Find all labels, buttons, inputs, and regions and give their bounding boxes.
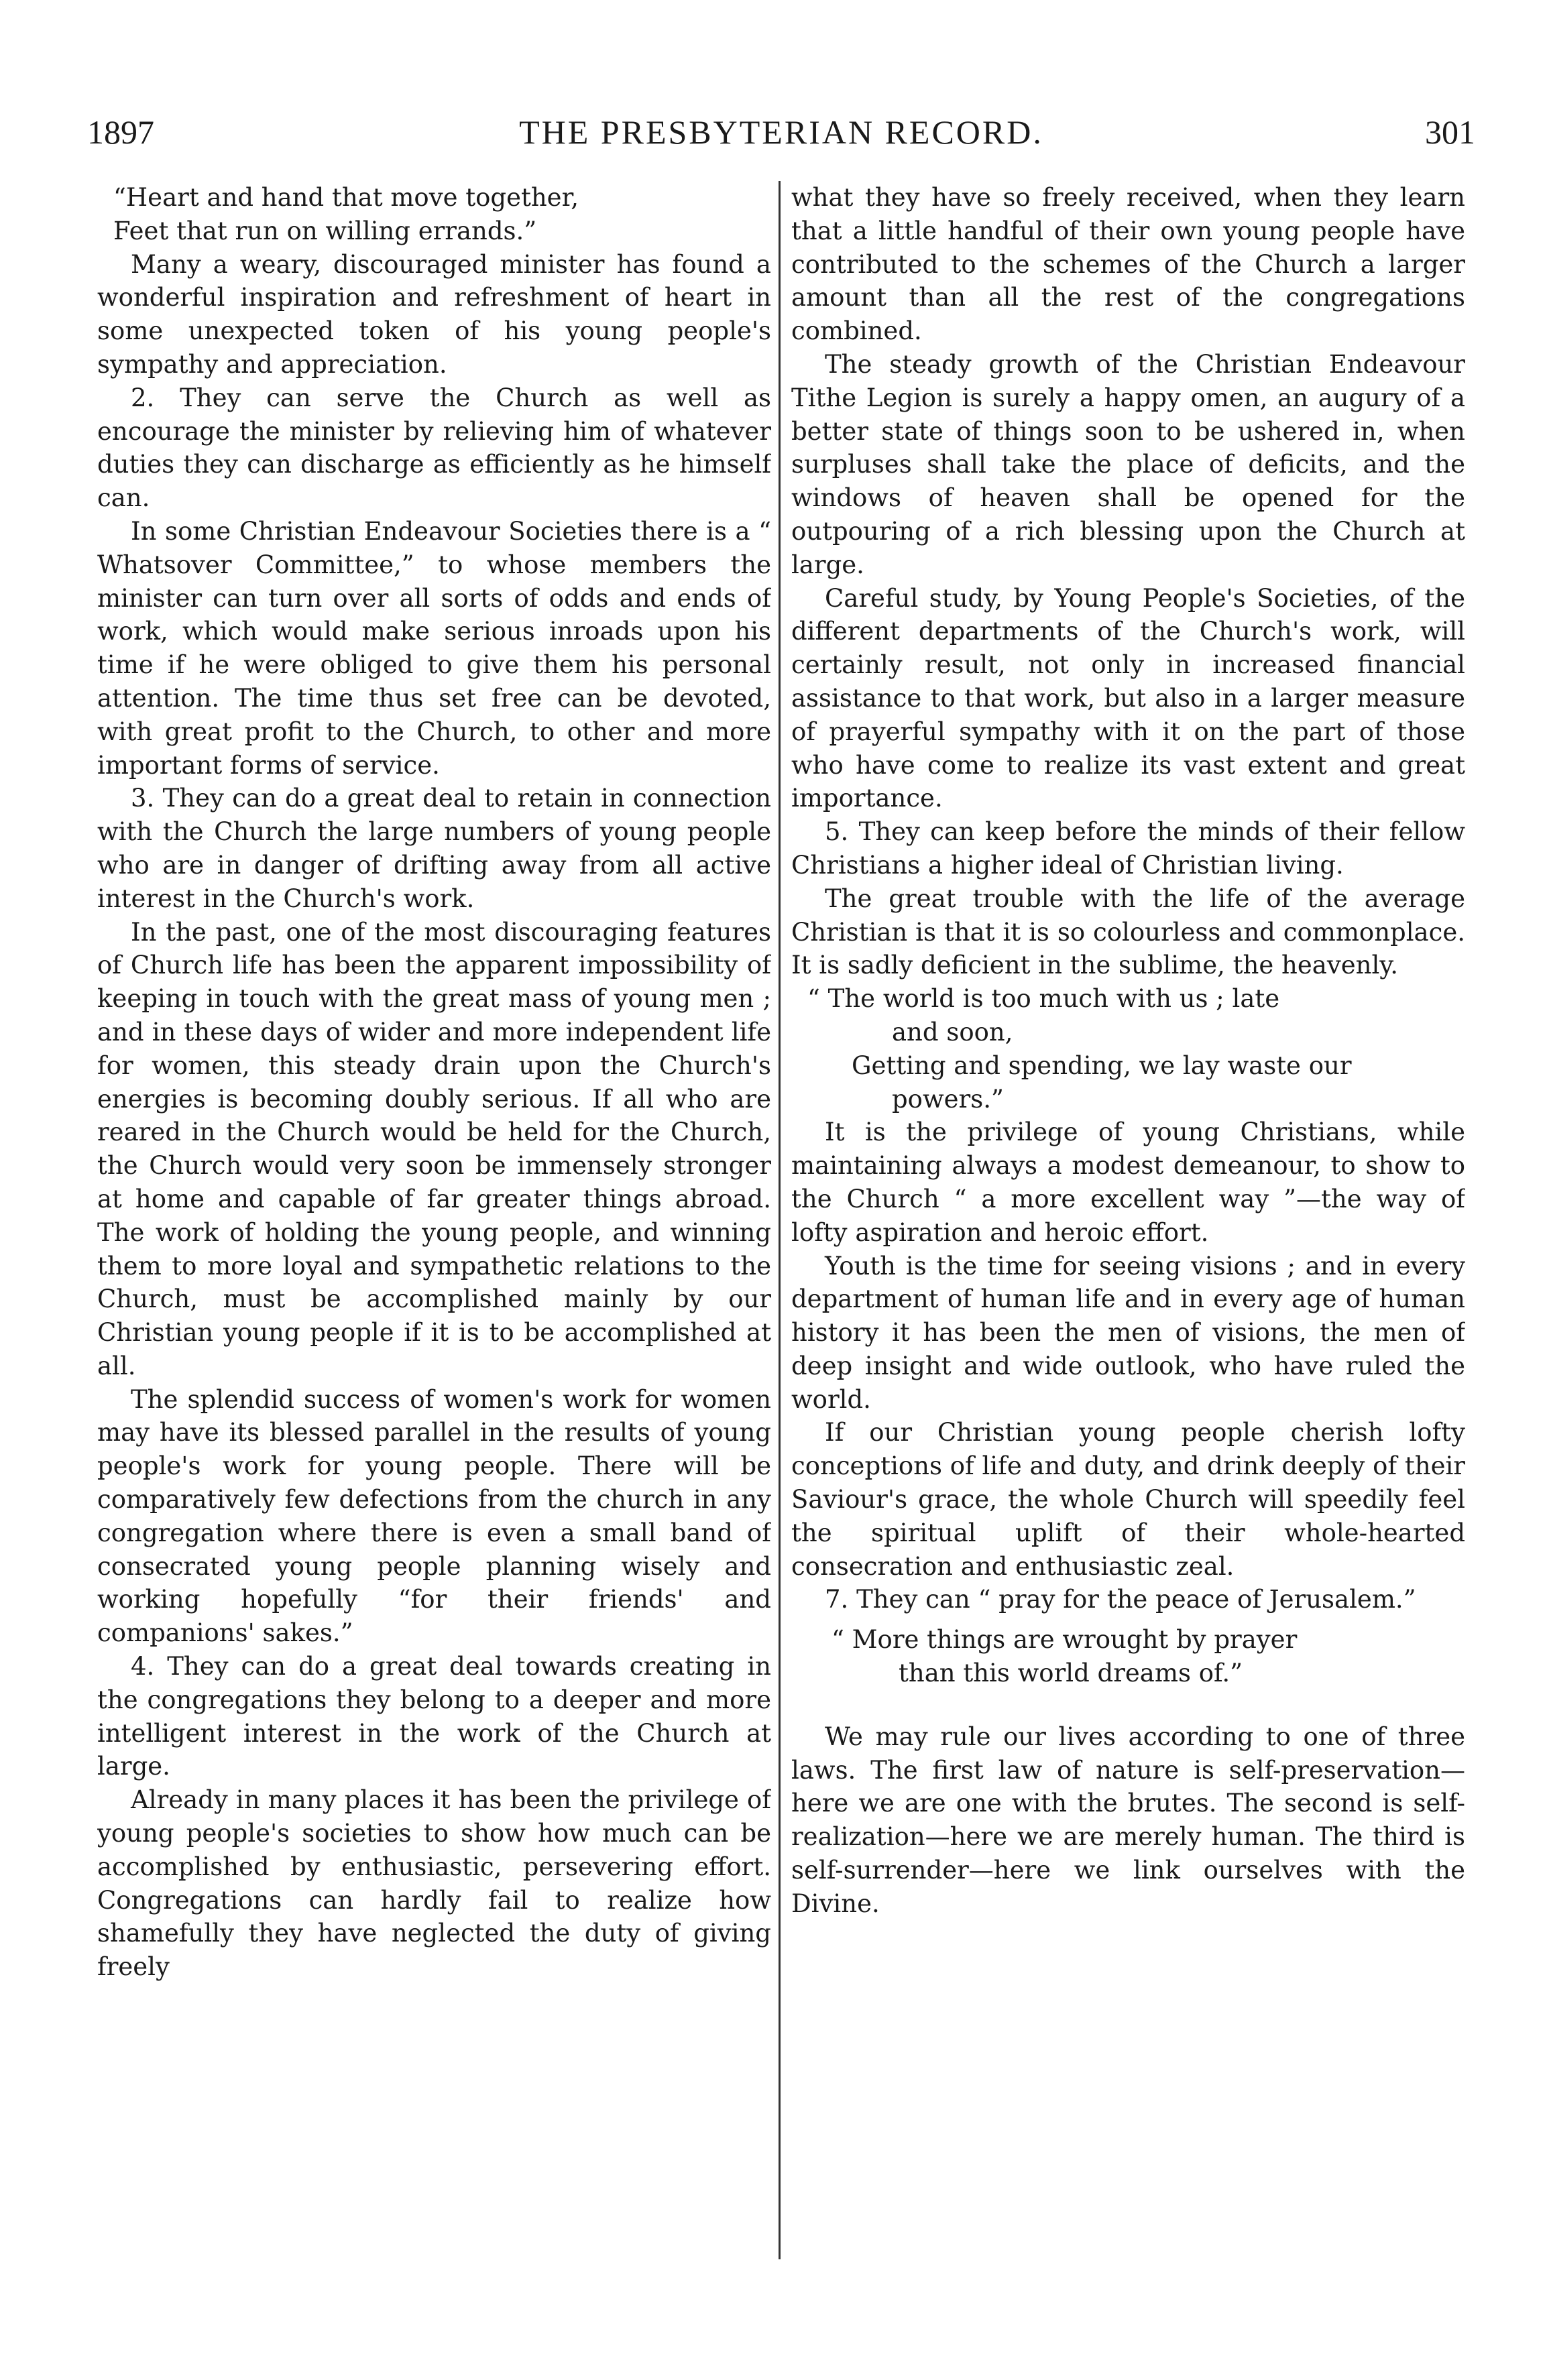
journal-title: THE PRESBYTERIAN RECORD. [519, 113, 1043, 151]
verse-line: “Heart and hand that move together, [113, 183, 579, 212]
paragraph: Youth is the time for seeing visions ; and in every department of human life and in every age of human history it has been the men of visions, the men of deep insight and wide outlook, who have ruled the world. [791, 1251, 1465, 1414]
opening-verse [97, 181, 771, 248]
verse-line: and soon, [892, 1017, 1013, 1047]
header-year: 1897 [87, 113, 154, 151]
paragraph: 5. They can keep before the minds of their fellow Christians a higher ideal of Christian living. [791, 817, 1465, 880]
paragraph: what they have so freely received, when they learn that a little handful of their own young people have contributed to the schemes of the Church a larger amount than all the rest of the congregations combined. [791, 183, 1465, 346]
paragraph: 4. They can do a great deal towards creating in the congregations they belong to a deeper and more intelligent interest in the work of the Church at large. [97, 1652, 771, 1781]
paragraph: Already in many places it has been the privilege of young people's societies to show how much can be accomplished by enthusiastic, persevering effort. Congregations can hardly fail to realize how shamefully they have neglected the duty of giving freely [97, 1785, 771, 1982]
paragraph: 3. They can do a great deal to retain in connection with the Church the large numbers of young people who are in danger of drifting away from all active interest in the Church's work. [97, 784, 771, 913]
paragraph: Many a weary, discouraged minister has found a wonderful inspiration and refreshment of heart in some unexpected token of his young people's sympathy and appreciation. [97, 249, 771, 379]
page-number: 301 [1425, 113, 1475, 151]
column-divider [779, 181, 781, 2259]
right-column [791, 181, 1465, 2340]
paragraph: It is the privilege of young Christians, while maintaining always a modest demeanour, to show to the Church “ a more excellent way ”—the way of lofty aspiration and heroic effort. [791, 1118, 1465, 1247]
tennyson-verse [791, 1623, 1465, 1690]
paragraph: In some Christian Endeavour Societies there is a “ Whatsover Committee,” to whose members the minister can turn over all sorts of odds and ends of work, which would make serious inroads upon his time if he were obliged to give them his personal attention. The time thus set free can be devoted, with great profit to the Church, to other and more important forms of service. [97, 516, 771, 780]
paragraph: In the past, one of the most discouraging features of Church life has been the apparent impossibility of keeping in touch with the great mass of young men ; and in these days of wider and more independent life for women, this steady drain upon the Church's energies is becoming doubly serious. If all who are reared in the Church would be held for the Church, the Church would very soon be immensely stronger at home and capable of far greater things abroad. The work of holding the young people, and winning them to more loyal and sympathetic relations to the Church, must be accomplished mainly by our Christian young people if it is to be accomplished at all. [97, 917, 771, 1380]
paragraph: The steady growth of the Christian Endeavour Tithe Legion is surely a happy omen, an augury of a better state of things soon to be ushered in, when surpluses shall take the place of deficits, and the windows of heaven shall be opened for the outpouring of a rich blessing upon the Church at large. [791, 349, 1465, 579]
paragraph: 7. They can “ pray for the peace of Jerusalem.” [825, 1585, 1416, 1614]
paragraph: The great trouble with the life of the average Christian is that it is so colourless and commonplace. It is sadly deficient in the sublime, the heavenly. [791, 884, 1465, 980]
section-gap [791, 1690, 1465, 1720]
paragraph: 2. They can serve the Church as well as encourage the minister by relieving him of whatever duties they can discharge as efficiently as he himself can. [97, 383, 771, 513]
closing-paragraph: We may rule our lives according to one of three laws. The first law of nature is self-preservation—here we are one with the brutes. The second is self-realization—here we are merely human. The third is self-surrender—here we link ourselves with the Divine. [791, 1722, 1465, 1918]
left-column [97, 181, 771, 2340]
verse-line: Feet that run on willing errands.” [113, 216, 537, 245]
verse-line: than this world dreams of.” [899, 1659, 1243, 1688]
paragraph: The splendid success of women's work for women may have its blessed parallel in the results of young people's work for young people. There will be comparatively few defections from the church in any congregation where there is even a small band of consecrated young people planning wisely and working hopefully “for their friends' and companions' sakes.” [97, 1384, 771, 1648]
verse-line: powers.” [892, 1084, 1004, 1114]
verse-line: “ More things are wrought by prayer [832, 1625, 1298, 1655]
wordsworth-verse [791, 982, 1465, 1116]
paragraph: Careful study, by Young People's Societies, of the different departments of the Church's work, will certainly result, not only in increased financial assistance to that work, but also in a larger measure of prayerful sympathy with it on the part of those who have come to realize its vast extent and great importance. [791, 583, 1465, 813]
verse-line: “ The world is too much with us ; late [807, 984, 1280, 1014]
verse-line: Getting and spending, we lay waste our [852, 1051, 1352, 1080]
paragraph: If our Christian young people cherish lofty conceptions of life and duty, and drink deeply of their Saviour's grace, the whole Church will speedily feel the spiritual uplift of their whole-hearted consecration and enthusiastic zeal. [791, 1418, 1465, 1581]
page-header [87, 113, 1475, 166]
